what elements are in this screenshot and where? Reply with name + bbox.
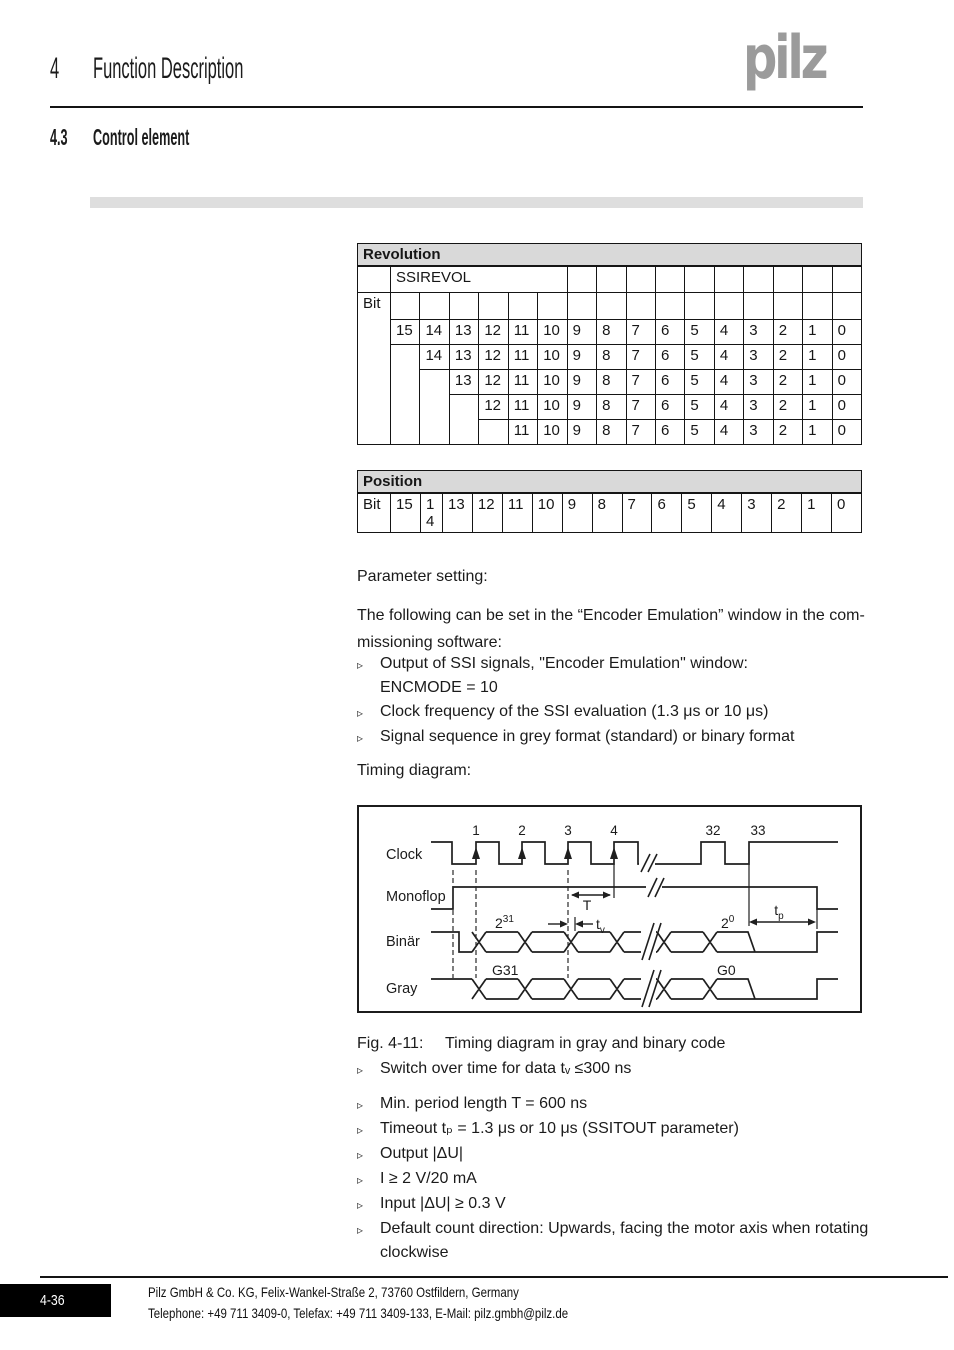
- footer-contact: Telephone: +49 711 3409-0, Telefax: +49 711 3409-133, E-Mail: pilz.gmbh@pilz.de: [148, 1305, 569, 1321]
- bit-cell: 7: [626, 345, 655, 370]
- stair-spacer-cell: [391, 345, 420, 445]
- position-table-body: [358, 471, 862, 533]
- list-item: [357, 725, 877, 750]
- bit-cell: 3: [742, 493, 772, 533]
- list-item: [357, 1217, 869, 1265]
- ssirevol-cell: SSIREVOL: [391, 266, 568, 293]
- bullet-triangle-icon: ▹: [357, 731, 364, 745]
- bit-cell: 1: [803, 370, 832, 395]
- empty-cell: [803, 266, 832, 293]
- list-item-line: Timeout tₚ = 1.3 μs or 10 μs (SSITOUT parameter): [380, 1120, 739, 1137]
- notes-bullet-list: [357, 1057, 869, 1265]
- bit-cell: 11: [508, 320, 537, 345]
- bullet-triangle-icon: ▹: [357, 706, 364, 720]
- bit-cell: 3: [744, 320, 773, 345]
- bit-cell: 11: [508, 395, 537, 420]
- empty-cell: [655, 293, 684, 320]
- section-title: Control element: [93, 124, 190, 150]
- bit-cell: 8: [597, 395, 626, 420]
- empty-cell: [803, 293, 832, 320]
- binary-lsb-label: $2^0$: [721, 914, 735, 931]
- empty-cell: [685, 266, 714, 293]
- empty-cell: [832, 293, 861, 320]
- bit-cell: 8: [592, 493, 622, 533]
- bit-cell: 13: [449, 345, 478, 370]
- stair-spacer-cell: [449, 395, 478, 445]
- list-item-text: [380, 1167, 477, 1192]
- period-label: T: [582, 897, 592, 913]
- bit-cell: 1: [803, 395, 832, 420]
- bit-cell: 0: [832, 395, 861, 420]
- gray-lsb-label: G0: [717, 962, 736, 978]
- list-item-text: [380, 1057, 631, 1082]
- clock-number-3: 3: [564, 823, 572, 838]
- position-table: [357, 470, 862, 533]
- bit-cell: 3: [744, 395, 773, 420]
- empty-cell: [744, 266, 773, 293]
- header-divider-line: [50, 106, 863, 108]
- binary-msb-label: $2^{31}$: [495, 914, 514, 931]
- bullet-triangle-icon: ▹: [357, 1063, 364, 1077]
- empty-cell: [685, 293, 714, 320]
- bit-label-cell: Bit: [358, 493, 391, 533]
- chapter-number: 4: [50, 52, 60, 85]
- bit-cell: 1: [802, 493, 832, 533]
- bit-cell: 3: [744, 345, 773, 370]
- empty-cell: [655, 266, 684, 293]
- bit-cell: 7: [626, 370, 655, 395]
- clock-number-33: 33: [750, 823, 766, 838]
- list-item: [357, 1117, 869, 1142]
- bit-cell: 4: [714, 395, 743, 420]
- empty-cell: [358, 266, 391, 293]
- bit-cell: 6: [652, 493, 682, 533]
- bit-cell: 10: [538, 395, 567, 420]
- bit-cell: 12: [479, 395, 508, 420]
- bullet-triangle-icon: ▹: [357, 1098, 364, 1112]
- bit-cell: 12: [479, 370, 508, 395]
- bit-cell: 2: [773, 420, 802, 445]
- bit-cell: 7: [626, 395, 655, 420]
- intro-line: The following can be set in the “Encoder Emulation” window in the com-: [357, 607, 865, 624]
- bit-cell: 11: [502, 493, 532, 533]
- stair-spacer-cell: [479, 420, 508, 445]
- revolution-table: [357, 243, 862, 445]
- bullet-triangle-icon: ▹: [357, 658, 364, 672]
- list-item-line: Input |ΔU| ≥ 0.3 V: [380, 1195, 506, 1212]
- page-number-badge: [0, 1284, 111, 1317]
- empty-cell: [538, 293, 567, 320]
- empty-cell: [714, 266, 743, 293]
- bit-cell: 4: [714, 420, 743, 445]
- list-item-line: ENCMODE = 10: [380, 679, 498, 696]
- empty-cell: [597, 293, 626, 320]
- bit-cell: 8: [597, 320, 626, 345]
- bit-cell: 6: [655, 370, 684, 395]
- timeout-label: $t_p$: [774, 902, 784, 922]
- list-item-line: Clock frequency of the SSI evaluation (1.3 μs or 10 μs): [380, 703, 769, 720]
- list-item-line: Switch over time for data tᵥ ≤300 ns: [380, 1060, 632, 1077]
- intro-paragraph: [357, 602, 877, 656]
- empty-cell: [508, 293, 537, 320]
- section-accent-bar: [90, 197, 863, 208]
- bit-cell: 10: [538, 370, 567, 395]
- bit-cell: 5: [685, 395, 714, 420]
- bullet-triangle-icon: ▹: [357, 1223, 364, 1237]
- bit-cell: 10: [538, 345, 567, 370]
- bit-cell: 11: [508, 370, 537, 395]
- list-item-text: [380, 1117, 739, 1142]
- bit-cell: 0: [832, 320, 861, 345]
- bit-cell: 9: [567, 420, 596, 445]
- bit-cell: 1: [803, 345, 832, 370]
- bit-cell: 2: [773, 320, 802, 345]
- empty-cell: [626, 293, 655, 320]
- list-item: [357, 1092, 869, 1117]
- bit-cell: 7: [622, 493, 652, 533]
- bit-cell: 5: [685, 320, 714, 345]
- empty-cell: [773, 266, 802, 293]
- figure-caption-text: Timing diagram in gray and binary code: [445, 1035, 726, 1052]
- bit-cell: 13: [449, 320, 478, 345]
- bit-cell: 4: [714, 370, 743, 395]
- list-item: [357, 700, 877, 725]
- bit-cell: 14: [420, 320, 449, 345]
- bit-cell: 5: [685, 420, 714, 445]
- list-item: [357, 1057, 869, 1082]
- gray-waveform: [431, 979, 838, 999]
- bit-cell: 9: [567, 320, 596, 345]
- bit-cell: 13: [443, 493, 473, 533]
- bit-cell: 2: [772, 493, 802, 533]
- list-item-line: Output |ΔU|: [380, 1145, 464, 1162]
- bit-cell: 9: [562, 493, 592, 533]
- bit-cell: 8: [597, 420, 626, 445]
- bit-cell: 5: [685, 370, 714, 395]
- bit-cell: 2: [773, 345, 802, 370]
- bullet-triangle-icon: ▹: [357, 1123, 364, 1137]
- list-item-text: [380, 1192, 506, 1217]
- list-item-line: Signal sequence in grey format (standard) or binary format: [380, 728, 795, 745]
- bit-label-cell: Bit: [358, 293, 391, 445]
- list-item: [357, 1142, 869, 1167]
- revolution-table-body: [358, 244, 862, 445]
- bit-cell: 2: [773, 370, 802, 395]
- bit-cell: 2: [773, 395, 802, 420]
- bit-cell: 10: [538, 420, 567, 445]
- bit-cell: 5: [682, 493, 712, 533]
- signal-label-gray: Gray: [386, 981, 418, 997]
- bit-cell: 4: [714, 345, 743, 370]
- clock-number-32: 32: [705, 823, 721, 838]
- empty-cell: [420, 293, 449, 320]
- revolution-table-title: Revolution: [358, 244, 862, 267]
- bit-cell: 3: [744, 370, 773, 395]
- bit-cell: 9: [567, 345, 596, 370]
- empty-cell: [832, 266, 861, 293]
- page-number: 4-36: [40, 1292, 65, 1309]
- empty-cell: [567, 266, 596, 293]
- parameter-bullet-list: [357, 652, 877, 750]
- bit-cell: 12: [479, 345, 508, 370]
- list-item: [357, 1192, 869, 1217]
- bit-cell: 11: [508, 420, 537, 445]
- clock-number-1: 1: [472, 823, 480, 838]
- list-item-text: [380, 1092, 587, 1117]
- bullet-triangle-icon: ▹: [357, 1198, 364, 1212]
- bit-cell: 6: [655, 320, 684, 345]
- bit-cell: 10: [532, 493, 562, 533]
- clock-number-2: 2: [518, 823, 526, 838]
- signal-label-clock: Clock: [386, 847, 423, 863]
- footer-address-block: [148, 1282, 660, 1324]
- bit-cell: 12: [472, 493, 502, 533]
- clock-waveform: [431, 842, 838, 864]
- gray-msb-label: G31: [492, 962, 519, 978]
- bit-cell: 5: [685, 345, 714, 370]
- bit-cell: 14: [421, 493, 443, 533]
- bit-cell: 0: [832, 420, 861, 445]
- intro-line: missioning software:: [357, 634, 502, 651]
- bit-cell: 15: [391, 320, 420, 345]
- list-item-line: I ≥ 2 V/20 mA: [380, 1170, 477, 1187]
- bit-cell: 13: [449, 370, 478, 395]
- switch-time-measure: [548, 917, 593, 931]
- bit-cell: 0: [832, 370, 861, 395]
- list-item-text: [380, 1217, 869, 1265]
- timing-diagram-heading: Timing diagram:: [357, 762, 472, 779]
- parameter-setting-heading: Parameter setting:: [357, 568, 488, 585]
- list-item: [357, 1167, 869, 1192]
- empty-cell: [773, 293, 802, 320]
- empty-cell: [626, 266, 655, 293]
- chapter-title: Function Description: [93, 52, 244, 85]
- bit-cell: 0: [831, 493, 861, 533]
- figure-caption-label: Fig. 4-11:: [357, 1035, 424, 1052]
- list-item-text: [380, 1142, 463, 1167]
- list-item-line: Output of SSI signals, "Encoder Emulation" window:: [380, 655, 748, 672]
- bit-cell: 15: [391, 493, 421, 533]
- bit-cell: 8: [597, 345, 626, 370]
- timing-diagram-figure: [357, 805, 862, 1013]
- timing-diagram-svg: [359, 807, 860, 1011]
- signal-label-monoflop: Monoflop: [386, 889, 446, 905]
- empty-cell: [449, 293, 478, 320]
- footer-address: Pilz GmbH & Co. KG, Felix-Wankel-Straße 2, 73760 Ostfildern, Germany: [148, 1284, 519, 1300]
- switch-time-label: $t_v$: [596, 916, 605, 936]
- stair-spacer-cell: [420, 370, 449, 445]
- list-item-line: Min. period length T = 600 ns: [380, 1095, 588, 1112]
- bit-cell: 6: [655, 420, 684, 445]
- bullet-triangle-icon: ▹: [357, 1173, 364, 1187]
- pilz-logo: pilz: [743, 23, 826, 93]
- list-item: [357, 652, 877, 700]
- empty-cell: [567, 293, 596, 320]
- bit-cell: 14: [420, 345, 449, 370]
- bit-cell: 6: [655, 345, 684, 370]
- empty-cell: [714, 293, 743, 320]
- empty-cell: [597, 266, 626, 293]
- bit-cell: 1: [803, 420, 832, 445]
- section-number: 4.3: [50, 124, 68, 150]
- bit-cell: 4: [714, 320, 743, 345]
- bit-cell: 7: [626, 420, 655, 445]
- signal-label-binary: Binär: [386, 934, 420, 950]
- list-item-text: [380, 700, 768, 725]
- bit-cell: 10: [538, 320, 567, 345]
- bit-cell: 7: [626, 320, 655, 345]
- bullet-triangle-icon: ▹: [357, 1148, 364, 1162]
- list-item-text: [380, 725, 794, 750]
- list-item-line: Default count direction: Upwards, facing the motor axis when rotating clockwise: [380, 1220, 869, 1261]
- bit-cell: 9: [567, 370, 596, 395]
- empty-cell: [744, 293, 773, 320]
- bit-cell: 0: [832, 345, 861, 370]
- bit-cell: 6: [655, 395, 684, 420]
- list-item-text: [380, 652, 748, 700]
- bit-cell: 9: [567, 395, 596, 420]
- bit-cell: 11: [508, 345, 537, 370]
- bit-cell: 1: [803, 320, 832, 345]
- footer-divider-line: [40, 1276, 948, 1278]
- clock-number-4: 4: [610, 823, 618, 838]
- empty-cell: [391, 293, 420, 320]
- position-table-title: Position: [358, 471, 862, 494]
- bit-cell: 3: [744, 420, 773, 445]
- bit-cell: 4: [712, 493, 742, 533]
- empty-cell: [479, 293, 508, 320]
- figure-caption: [357, 1035, 877, 1053]
- binary-waveform: [431, 932, 838, 952]
- bit-cell: 12: [479, 320, 508, 345]
- bit-cell: 8: [597, 370, 626, 395]
